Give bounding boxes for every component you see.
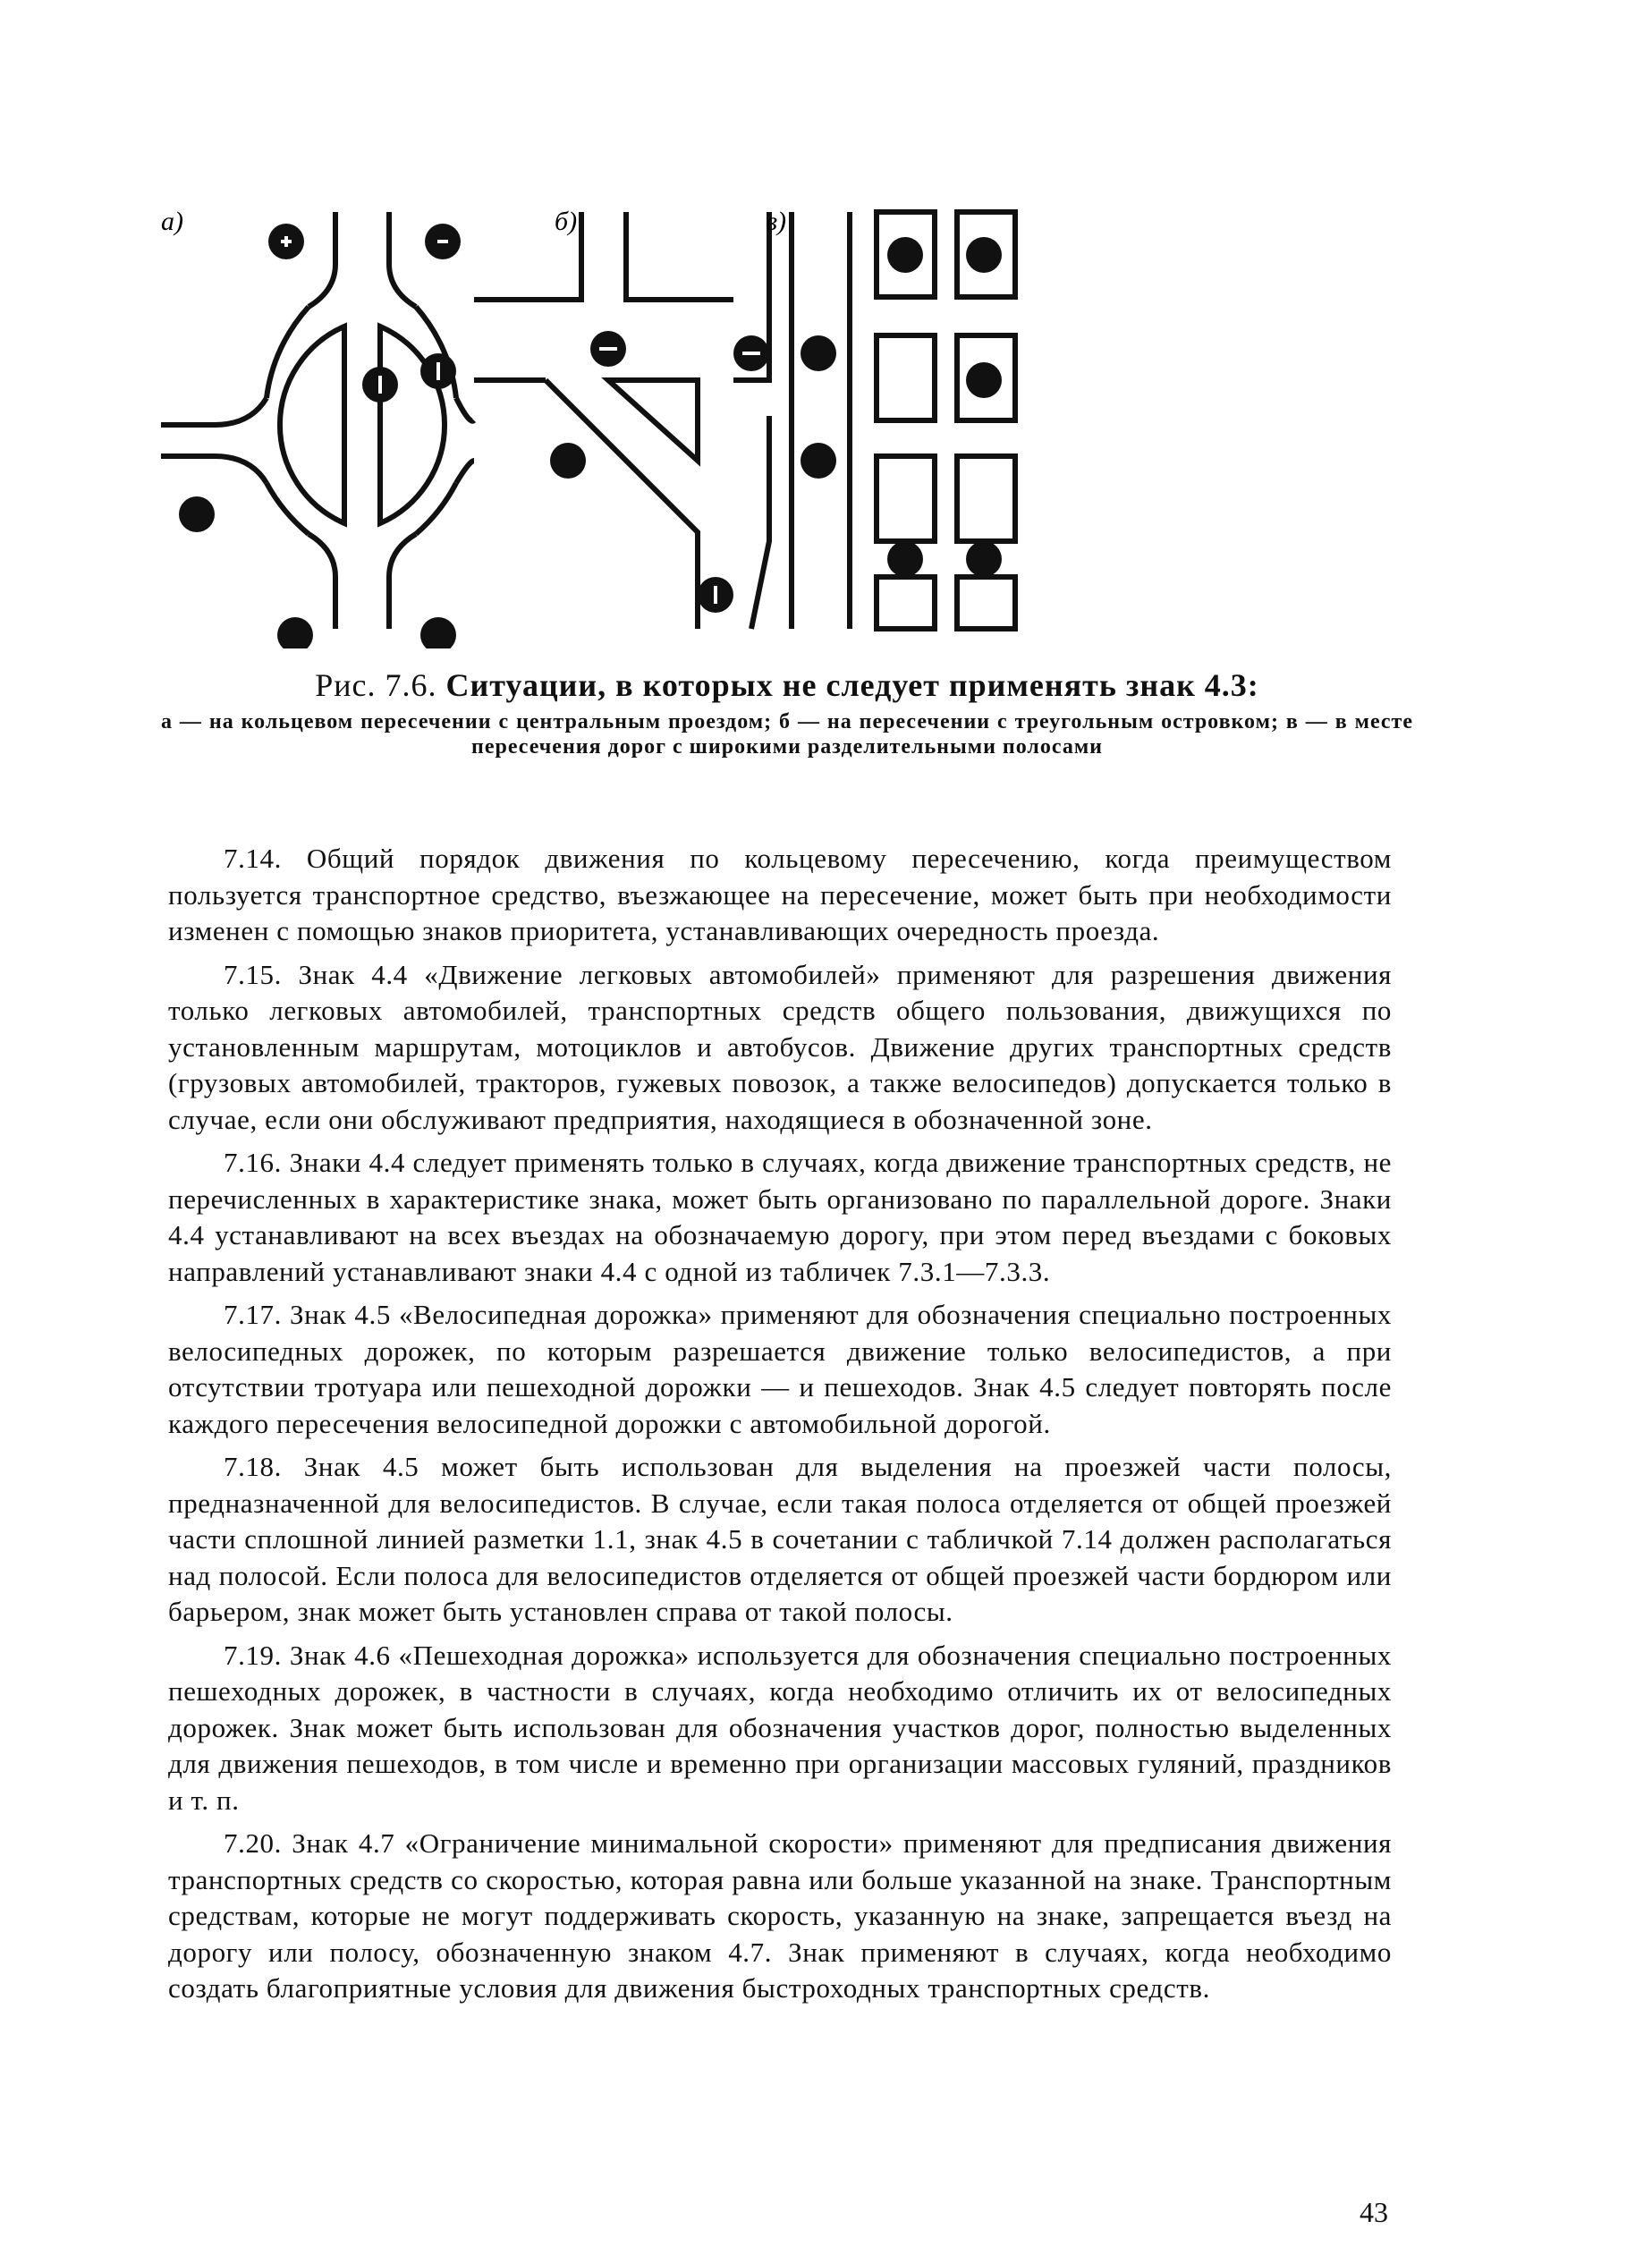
sign-icon: [420, 617, 456, 648]
sign-icon: [801, 443, 836, 479]
page-number: 43: [1360, 2196, 1388, 2228]
sign-icon: [801, 335, 836, 371]
paragraph-7-14: 7.14. Общий порядок движения по кольцевому пересечению, когда преимуществом пользуется транспортное средство, въезжающее на пересечение, может быть при необходимости изменен с помощью знаков приоритета, устанавливающих очередность проезда.: [168, 843, 1392, 946]
caption-number: Рис. 7.6.: [315, 667, 437, 703]
sign-icon: [966, 541, 1002, 577]
panel-label-c: в): [766, 207, 787, 236]
paragraph-7-18: 7.18. Знак 4.5 может быть использован для выделения на проезжей части полосы, предназначенной для велосипедистов. В случае, если такая полоса отделяется от общей проезжей части сплошной линией разметки 1.1, знак 4.5 в сочетании с табличкой 7.14 должен располагаться над полосой. Если полоса для велосипедистов отделяется от общей проезжей части бордюром или барьером, знак может быть установлен справа от такой полосы.: [168, 1451, 1392, 1627]
caption-title: Ситуации, в которых не следует применять знак 4.3:: [445, 667, 1259, 703]
paragraph-7-16: 7.16. Знаки 4.4 следует применять только в случаях, когда движение транспортных средств, не перечисленных в характеристике знака, может быть организовано по параллельной дороге. Знаки 4.4 устанавливают на всех въездах на обозначаемую дорогу, при этом перед въездами с боковых направлений устанавливают знаки 4.4 с одной из табличек 7.3.1—7.3.3.: [168, 1147, 1392, 1287]
panel-label-a: а): [161, 207, 183, 236]
panel-label-b: б): [555, 207, 578, 236]
paragraph-7-19: 7.19. Знак 4.6 «Пешеходная дорожка» используется для обозначения специально построенных пешеходных дорожек, в частности в случаях, когда необходимо отличить их от велосипедных дорожек. Знак может быть использован для обозначения участков дорог, полностью выделенных для движения пешеходов, в том числе и временно при организации массовых гуляний, праздников и т. п.: [168, 1639, 1392, 1816]
sign-icon: [887, 237, 923, 273]
figure-7-6: [161, 201, 1413, 648]
paragraph-7-15: 7.15. Знак 4.4 «Движение легковых автомобилей» применяют для разрешения движения только легковых автомобилей, транспортных средств общего пользования, движущихся по установленным маршрутам, мотоциклов и автобусов. Движение других транспортных средств (грузовых автомобилей, тракторов, гужевых повозок, а также велосипедов) допускается только в случае, если они обслуживают предприятия, находящиеся в обозначенной зоне.: [168, 958, 1392, 1135]
sign-icon: [179, 496, 215, 532]
paragraph-7-20: 7.20. Знак 4.7 «Ограничение минимальной скорости» применяют для предписания движения транспортных средств со скоростью, которая равна или больше указанной на знаке. Транспортным средствам, которые не могут поддерживать скорость, указанную на знаке, запрещается въезд на дорогу или полосу, обозначенную знаком 4.7. Знак применяют в случаях, когда необходимо создать благоприятные условия для движения быстроходных транспортных средств.: [168, 1827, 1392, 2004]
body-text: [168, 841, 1392, 2014]
sign-icon: [966, 237, 1002, 273]
sign-icon: [966, 362, 1002, 398]
road-situations-diagram: [161, 201, 1413, 648]
figure-caption: [161, 666, 1413, 759]
caption-description: а — на кольцевом пересечении с центральным проездом; б — на пересечении с треугольным островком; в — в месте пересечения дорог с широкими разделительными полосами: [161, 710, 1413, 759]
sign-icon: [277, 617, 313, 648]
sign-icon: [550, 443, 586, 479]
sign-icon: [887, 541, 923, 577]
paragraph-7-17: 7.17. Знак 4.5 «Велосипедная дорожка» применяют для обозначения специально построенных велосипедных дорожек, по которым разрешается движение только велосипедистов, а при отсутствии тротуара или пешеходной дорожки — и пешеходов. Знак 4.5 следует повторять после каждого пересечения велосипедной дорожки с автомобильной дорогой.: [168, 1299, 1392, 1439]
